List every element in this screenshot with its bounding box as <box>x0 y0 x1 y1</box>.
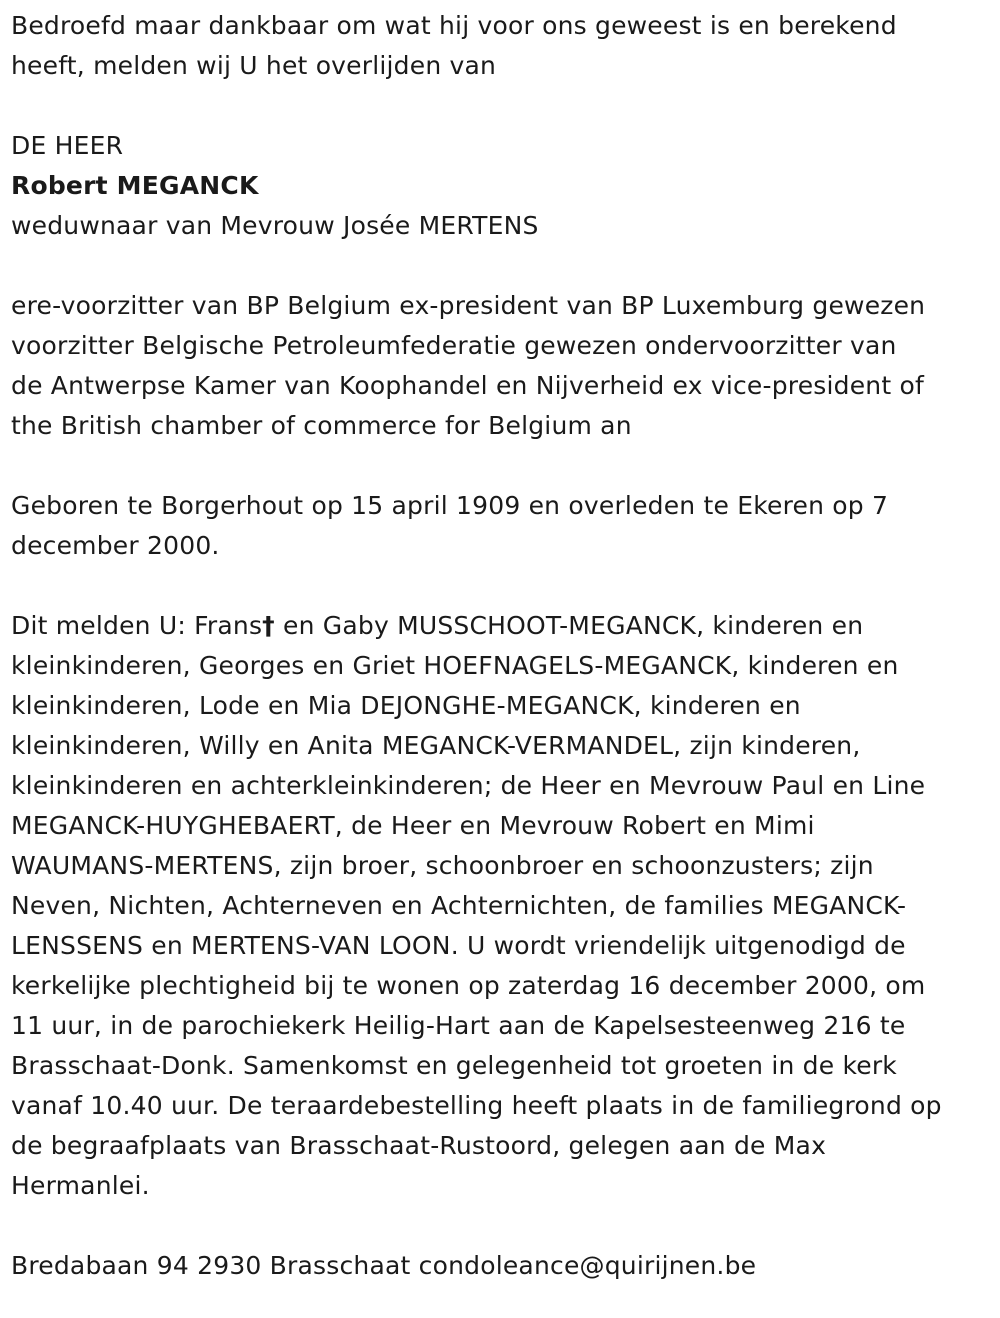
birth-death-line: Geboren te Borgerhout op 15 april 1909 en overleden te Ekeren op 7 <box>11 491 889 520</box>
deceased-name: Robert MEGANCK <box>11 171 259 200</box>
titles-line: voorzitter Belgische Petroleumfederatie gewezen ondervoorzitter van <box>11 331 897 360</box>
titles-line: the British chamber of commerce for Belgium an <box>11 411 632 440</box>
announcement-line: WAUMANS-MERTENS, zijn broer, schoonbroer en schoonzusters; zijn <box>11 851 874 880</box>
titles-line: ere-voorzitter van BP Belgium ex-president van BP Luxemburg gewezen <box>11 291 926 320</box>
intro-paragraph <box>11 6 996 86</box>
intro-line: heeft, melden wij U het overlijden van <box>11 51 497 80</box>
announcement-line: LENSSENS en MERTENS-VAN LOON. U wordt vriendelijk uitgenodigd de <box>11 931 906 960</box>
paragraph-spacer <box>11 86 996 126</box>
announcement-line: Hermanlei. <box>11 1171 150 1200</box>
announcement-line: 11 uur, in de parochiekerk Heilig-Hart aan de Kapelsesteenweg 216 te <box>11 1011 906 1040</box>
titles-line: de Antwerpse Kamer van Koophandel en Nijverheid ex vice-president of <box>11 371 925 400</box>
announcement-line: Neven, Nichten, Achterneven en Achternichten, de families MEGANCK- <box>11 891 907 920</box>
announcement-suffix: en Gaby MUSSCHOOT-MEGANCK, kinderen en <box>274 611 864 640</box>
announcement-line: kleinkinderen, Georges en Griet HOEFNAGELS-MEGANCK, kinderen en <box>11 651 899 680</box>
obituary-notice <box>11 6 996 1286</box>
announcement-line: vanaf 10.40 uur. De teraardebestelling heeft plaats in de familiegrond op <box>11 1091 942 1120</box>
paragraph-spacer <box>11 446 996 486</box>
intro-line: Bedroefd maar dankbaar om wat hij voor ons geweest is en berekend <box>11 11 897 40</box>
announcement-line: kleinkinderen, Willy en Anita MEGANCK-VERMANDEL, zijn kinderen, <box>11 731 861 760</box>
honorific: DE HEER <box>11 131 124 160</box>
titles-paragraph <box>11 286 996 446</box>
cross-icon: † <box>262 611 275 640</box>
announcement-line: MEGANCK-HUYGHEBAERT, de Heer en Mevrouw Robert en Mimi <box>11 811 815 840</box>
announcement-line: kleinkinderen, Lode en Mia DEJONGHE-MEGANCK, kinderen en <box>11 691 801 720</box>
announcement-line: kleinkinderen en achterkleinkinderen; de Heer en Mevrouw Paul en Line <box>11 771 926 800</box>
announcement-prefix: Dit melden U: Frans <box>11 611 263 640</box>
widower-of: weduwnaar van Mevrouw Josée MERTENS <box>11 211 539 240</box>
announcement-line: kerkelijke plechtigheid bij te wonen op zaterdag 16 december 2000, om <box>11 971 926 1000</box>
birth-death-line: december 2000. <box>11 531 220 560</box>
paragraph-spacer <box>11 246 996 286</box>
paragraph-spacer <box>11 1206 996 1246</box>
announcement-first-line <box>11 606 996 646</box>
paragraph-spacer <box>11 566 996 606</box>
contact-line: Bredabaan 94 2930 Brasschaat condoleance@quirijnen.be <box>11 1251 757 1280</box>
announcement-line: de begraafplaats van Brasschaat-Rustoord, gelegen aan de Max <box>11 1131 827 1160</box>
announcement-paragraph <box>11 606 996 1206</box>
birth-death-paragraph <box>11 486 996 566</box>
announcement-line: Brasschaat-Donk. Samenkomst en gelegenheid tot groeten in de kerk <box>11 1051 897 1080</box>
